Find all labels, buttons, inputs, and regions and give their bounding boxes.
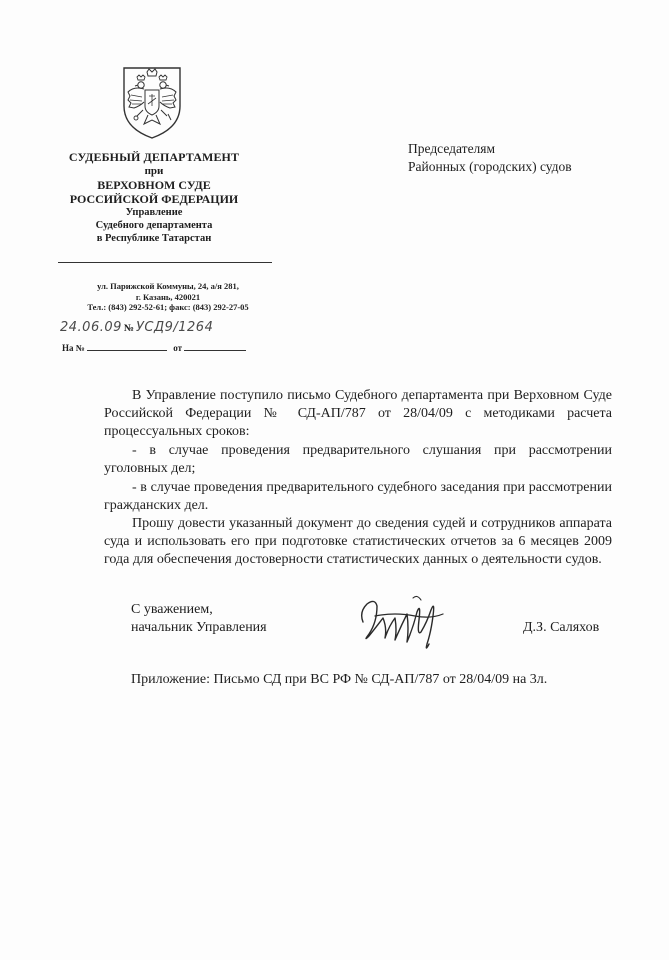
sender-organization xyxy=(52,150,256,245)
header-divider xyxy=(58,262,272,263)
body-list-item: - в случае проведения предварительного слушания при рассмотрении уголовных дел; xyxy=(104,443,612,476)
org-subdivision-line: Судебного департамента xyxy=(95,220,213,231)
phone-fax-line: Тел.: (843) 292-52-61; факс: (843) 292-27-05 xyxy=(87,302,249,312)
closing-greeting: С уважением, xyxy=(131,602,213,617)
reference-number-label: На № xyxy=(62,343,85,353)
handwritten-signature xyxy=(355,592,450,664)
reference-number-blank xyxy=(87,350,167,351)
closing-block xyxy=(131,601,267,637)
attachment-note: Приложение: Письмо СД при ВС РФ № СД-АП/787 от 28/04/09 на 3л. xyxy=(131,672,548,687)
reference-date-label: от xyxy=(173,343,183,353)
registration-number: УСД9/1264 xyxy=(135,320,214,335)
sender-address xyxy=(58,281,278,313)
address-line: г. Казань, 420021 xyxy=(135,291,201,302)
signer-position: начальник Управления xyxy=(131,620,267,635)
reference-line xyxy=(62,343,246,353)
org-subdivision-line: Управление xyxy=(125,207,183,218)
registration-stamp xyxy=(60,318,290,338)
coat-of-arms-emblem xyxy=(116,62,188,140)
org-name-line: ВЕРХОВНОМ СУДЕ xyxy=(97,178,211,192)
body-paragraph: В Управление поступило письмо Судебного департамента при Верховном Суде Российской Федерации № СД-АП/787 от 28/04/09 с методиками расчета процессуальных сроков: xyxy=(104,388,612,439)
org-name-line: при xyxy=(144,165,164,177)
org-name-line: РОССИЙСКОЙ ФЕДЕРАЦИИ xyxy=(69,192,239,206)
registration-date: 24.06.09 xyxy=(60,320,122,335)
reference-date-blank xyxy=(184,350,246,351)
recipient-line: Председателям xyxy=(408,141,496,156)
org-name-line: СУДЕБНЫЙ ДЕПАРТАМЕНТ xyxy=(68,150,240,164)
address-line: ул. Парижской Коммуны, 24, а/я 281, xyxy=(97,281,239,291)
signer-name: Д.З. Саляхов xyxy=(523,620,600,635)
recipient-line: Районных (городских) судов xyxy=(408,159,572,174)
body-list-item: - в случае проведения предварительного судебного заседания при рассмотрении гражданских дел. xyxy=(104,480,612,513)
org-subdivision-line: в Республике Татарстан xyxy=(96,233,212,244)
recipient-block xyxy=(408,140,572,176)
letter-body xyxy=(104,387,612,569)
body-paragraph: Прошу довести указанный документ до сведения судей и сотрудников аппарата суда и использовать его при подготовке статистических отчетов за 6 месяцев 2009 года для обеспечения достоверности статистических данных о деятельности судов. xyxy=(104,516,612,567)
registration-number-sign: № xyxy=(123,323,134,334)
